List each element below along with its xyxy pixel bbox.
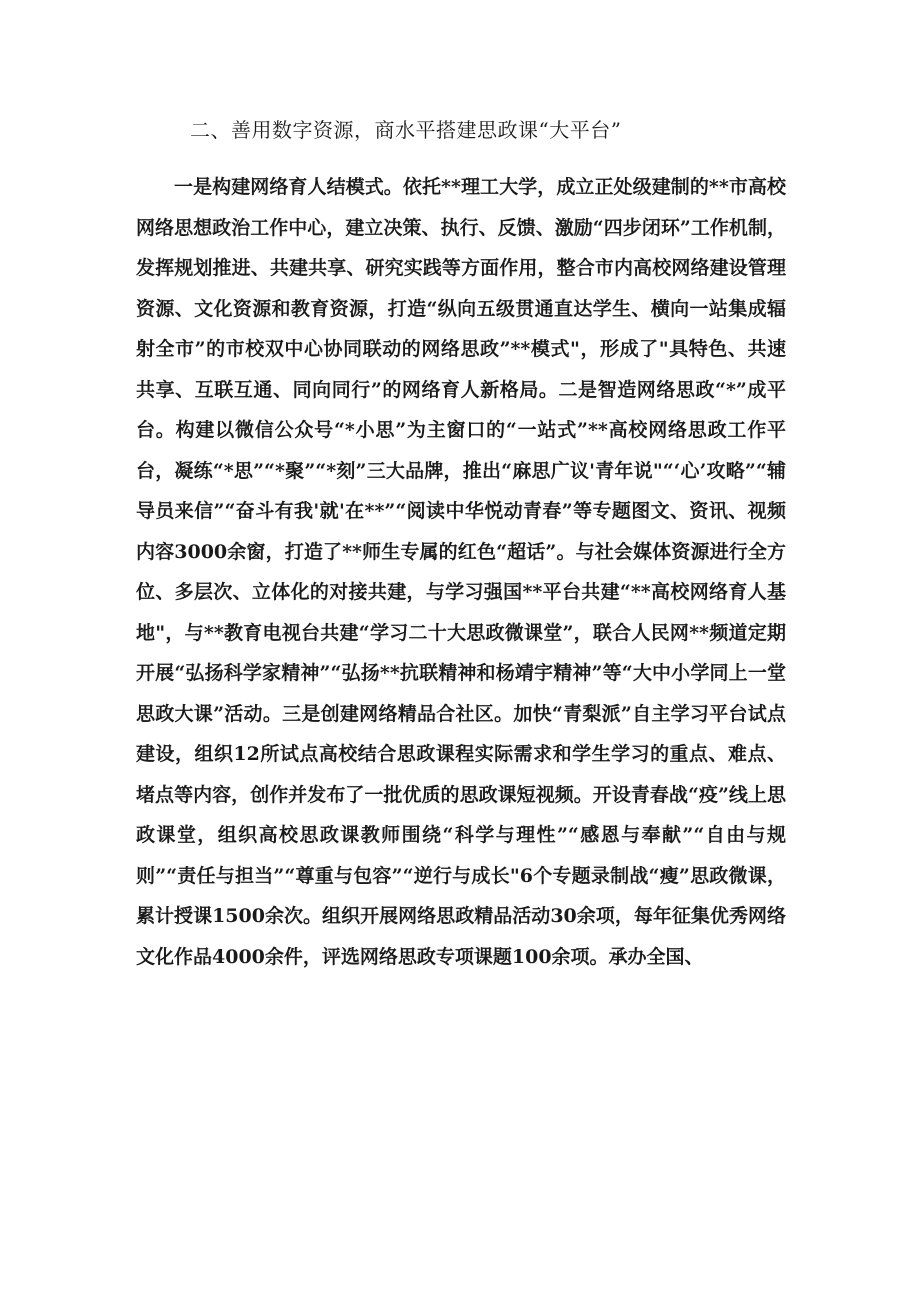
- body-paragraph: 一是构建网络育人结模式。依托**理工大学，成立正处级建制的**市高校网络思想政治工作中心，建立决策、执行、反馈、激励“四步闭环”工作机制，发挥规划推进、共建共享、研究实践等方面作用，整合市内高校网络建设管理资源、文化资源和教育资源，打造“纵向五级贯通直达学生、横向一站集成辐射全市”的市校双中心协同联动的网络思政”**模式"，形成了"具特色、共速共享、互联互通、同向同行”的网络育人新格局。二是智造网络思政“*”成平台。构建以微信公众号“*小思”为主窗口的“一站式”**高校网络思政工作平台，凝练“*思”“*聚”“*刻”三大品牌，推出“麻思广议'青年说"“‘心’攻略”“辅导员来信”“奋斗有我'就'在**”“阅读中华悦动青春”等专题图文、资讯、视频内容3000余窗，打造了**师生专属的红色“超话”。与社会媒体资源进行全方位、多层次、立体化的对接共建，与学习强国**平台共建“**高校网络育人基地"，与**教育电视台共建“学习二十大思政微课堂”，联合人民网**频道定期开展“弘扬科学家精神”“弘扬**抗联精神和杨靖宇精神”等“大中小学同上一堂思政大课”活动。三是创建网络精品合社区。加快“青梨派”自主学习平台试点建设，组织12所试点高校结合思政课程实际需求和学生学习的重点、难点、堵点等内容，创作并发布了一批优质的思政课短视频。开设青春战“疫”线上思政课堂，组织高校思政课教师围绕“科学与理性”“感恩与奉献”“自由与规则”“责任与担当”“尊重与包容”“逆行与成长"6个专题录制战“瘦”思政微课，累计授课1500余次。组织开展网络思政精品活动30余项，每年征集优秀网络文化作品4000余件，评选网络思政专项课题100余项。承办全国、: [136, 176, 786, 968]
- section-heading: 二、善用数字资源，商水平搭建思政课“大平台”: [190, 118, 622, 142]
